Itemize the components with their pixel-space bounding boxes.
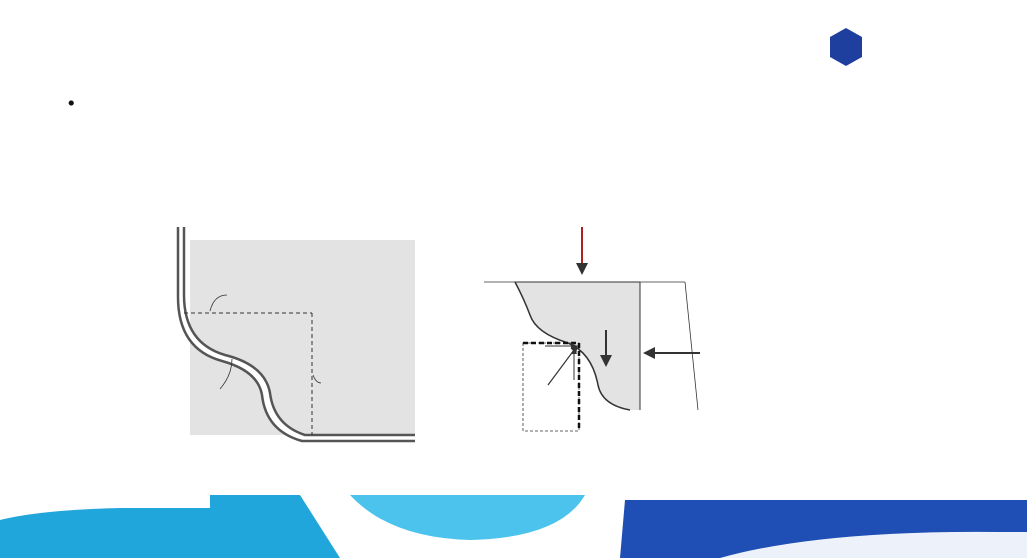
figure-curved-surface bbox=[170, 225, 420, 455]
fr-arrow bbox=[548, 346, 577, 385]
unitec-logo bbox=[826, 27, 971, 67]
fluid-block bbox=[515, 282, 640, 410]
footer-cyan-shape bbox=[0, 495, 340, 558]
figure-free-body-diagram bbox=[470, 225, 720, 460]
liquid-region bbox=[190, 240, 415, 435]
fbd-box bbox=[523, 343, 579, 431]
footer-light-shape bbox=[350, 495, 585, 540]
pressure-envelope-right bbox=[685, 282, 698, 410]
unitec-badge-icon bbox=[826, 27, 866, 67]
footer-decoration bbox=[0, 490, 1027, 558]
